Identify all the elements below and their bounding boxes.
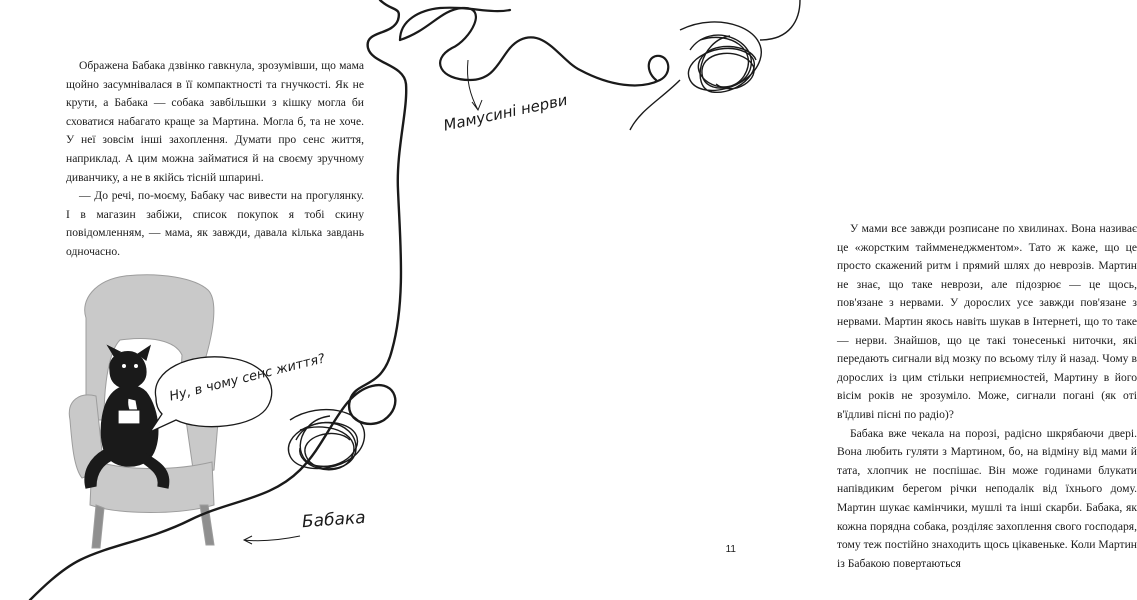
paragraph: У мами все завжди розписане по хвилинах. Вона називає це «жорстким таймменеджментом». Тато ж каже, що це просто скажений ритм і прямий шлях до неврозів. Мартин не знає, що таке неврози, але підозрює — це щось, пов'язане з нервами. У дорослих усе завжди пов'язане з нервами. Мартин якось навіть шукав в Інтернеті, що то таке — нерви. Знайшов, що це такі тонесенькі ниточки, які передають сигнали від мозку по всьому тілу й назад. Чому в дорослих із цим стільки неприємностей, Мартину в його вісім років не зрозуміло. Може, сигнали погані (як оті в'їдливі пісні по радіо)? — [837, 222, 1137, 421]
right-page — [400, 0, 1137, 600]
paragraph: Ображена Бабака дзвінко гавкнула, зрозумівши, що мама щойно засумнівалася в її компактності та гнучкості. Як не крути, а Бабака — собака завбільшки з кішку могла би сховатися набагато краще за Мартина. Могла б, та не хоче. У неї зовсім інші захоплення. Думати про сенс життя, наприклад. А цим можна займатися й на своєму зручному диванчику, а не в якійсь тісній шпарині. — [66, 59, 364, 184]
paragraph: — До речі, по-моєму, Бабаку час вивести на прогулянку. І в магазин забіжи, список покупок я тобі скину повідомленням, — мама, як завжди, давала кілька завдань одночасно. — [66, 189, 364, 258]
illustration-caption: Мамусині нерви — [441, 90, 569, 135]
left-body-text — [66, 57, 364, 262]
page-number: 11 — [725, 544, 736, 555]
paragraph: Бабака вже чекала на порозі, радісно шкрябаючи двері. Вона любить гуляти з Мартином, бо, на відміну від мами й тата, хлопчик не поспішає. Він може годинами блукати напівдиким берегом річки неподалік від їхнього дому. Мартин шукає камінчики, мушлі та інші скарби. Бабака, як кожна порядна собака, розділяє захоплення свого господаря, тому теж постійно знаходить щось цікавеньке. Коли Мартин із Бабакою повертаються — [837, 426, 1137, 570]
speech-bubble-text: Ну, в чому сенс життя? — [168, 351, 327, 405]
right-body-text — [837, 220, 1137, 573]
left-page — [0, 0, 400, 600]
illustration-caption: Бабака — [301, 507, 367, 533]
